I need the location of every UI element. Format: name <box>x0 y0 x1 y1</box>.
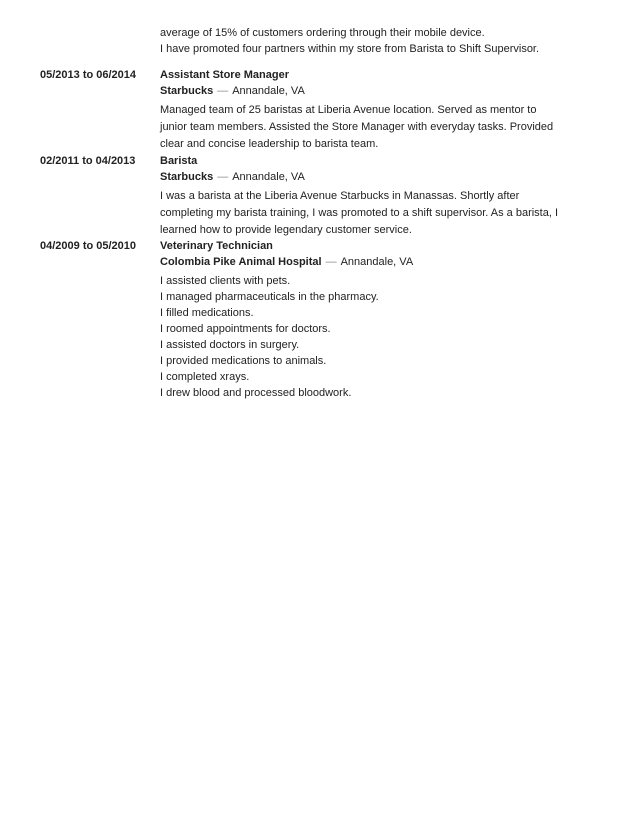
separator: — <box>217 85 229 97</box>
entry-details <box>160 153 600 239</box>
employer-location: Annandale, VA <box>232 85 305 97</box>
job-title: Veterinary Technician <box>160 240 273 252</box>
description-line: junior team members. Assisted the Store Manager with everyday tasks. Provided <box>160 121 554 133</box>
entry-details <box>160 67 600 153</box>
job-title: Barista <box>160 155 198 167</box>
description-line: I assisted clients with pets. <box>160 275 291 287</box>
employer-location: Annandale, VA <box>340 256 414 268</box>
employer-location: Annandale, VA <box>232 171 305 183</box>
text-line: average of 15% of customers ordering through their mobile device. <box>160 27 485 39</box>
employer-name: Colombia Pike Animal Hospital <box>160 256 322 268</box>
description-line: I provided medications to animals. <box>160 355 327 367</box>
description-line: I roomed appointments for doctors. <box>160 323 331 335</box>
entry-dates: 02/2011 to 04/2013 <box>40 155 136 167</box>
job-title: Assistant Store Manager <box>160 69 289 81</box>
entry-details <box>160 238 600 401</box>
description-line: I filled medications. <box>160 307 254 319</box>
entry-dates: 05/2013 to 06/2014 <box>40 69 137 81</box>
employer-line <box>160 254 600 270</box>
employer-name: Starbucks <box>160 85 214 97</box>
employer-line <box>160 169 600 185</box>
description-line: Managed team of 25 baristas at Liberia Avenue location. Served as mentor to <box>160 104 537 116</box>
description-line: I managed pharmaceuticals in the pharmacy. <box>160 291 379 303</box>
text-line: I have promoted four partners within my store from Barista to Shift Supervisor. <box>160 43 540 55</box>
employer-name: Starbucks <box>160 171 214 183</box>
employer-line <box>160 83 600 99</box>
job-description <box>160 273 600 401</box>
description-line: I drew blood and processed bloodwork. <box>160 387 352 399</box>
description-line: clear and concise leadership to barista team. <box>160 138 379 150</box>
job-description <box>160 188 600 239</box>
description-line: learned how to provide legendary customer service. <box>160 224 412 236</box>
job-description <box>160 102 600 153</box>
description-line: I was a barista at the Liberia Avenue Starbucks in Manassas. Shortly after <box>160 190 520 202</box>
previous-entry-continuation <box>160 25 600 57</box>
separator: — <box>325 256 337 268</box>
entry-dates: 04/2009 to 05/2010 <box>40 240 137 252</box>
description-line: completing my barista training, I was promoted to a shift supervisor. As a barista, I <box>160 207 559 219</box>
separator: — <box>217 171 229 183</box>
description-line: I assisted doctors in surgery. <box>160 339 300 351</box>
description-line: I completed xrays. <box>160 371 250 383</box>
